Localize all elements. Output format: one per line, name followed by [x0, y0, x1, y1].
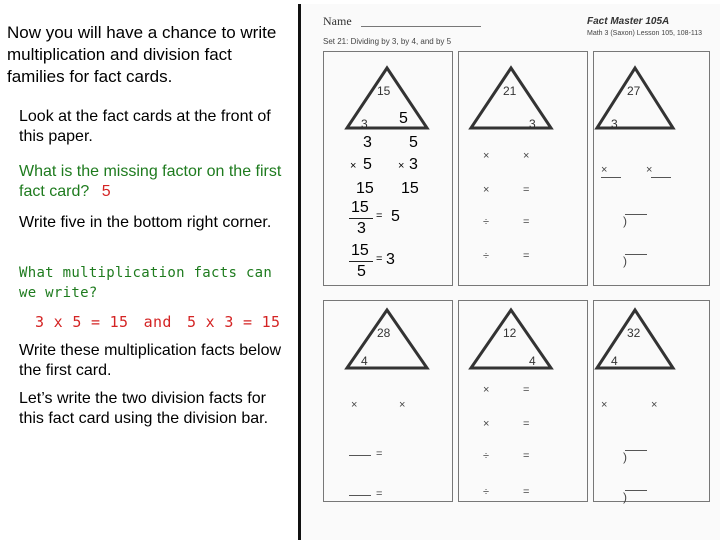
card4-times-2: ×: [399, 399, 406, 411]
mul1-bottom: 5: [363, 156, 372, 173]
card1-top: 15: [377, 84, 391, 98]
card2-divide-2: ÷: [483, 250, 490, 262]
question-missing-factor: [19, 162, 289, 202]
set-label: Set 21: Dividing by 3, by 4, and by 5: [323, 37, 452, 46]
div1-denominator: 3: [357, 220, 366, 237]
card4-equals-1: =: [376, 448, 383, 460]
card5-right: 4: [529, 354, 536, 368]
mul2-result: 15: [401, 180, 419, 197]
and-word: and: [143, 313, 172, 331]
question-multiplication-facts: What multiplication facts can we write?: [19, 265, 273, 301]
div1-answer: 5: [391, 208, 400, 225]
card6-bracket-1: ): [623, 450, 627, 464]
card4-left: 4: [361, 354, 368, 368]
mul2-top: 5: [409, 134, 418, 151]
card6-times-2: ×: [651, 399, 658, 411]
card5-times-2: ×: [483, 418, 490, 430]
card4-equals-2: =: [376, 488, 383, 500]
question-text: What is the missing factor on the first fact card?: [19, 163, 282, 200]
card3-times-1: ×: [601, 164, 608, 176]
card3-top: 27: [627, 84, 641, 98]
instruction-look: Look at the fact cards at the front of this paper.: [19, 108, 271, 145]
div1-bar: [349, 218, 373, 219]
name-label: Name: [323, 14, 352, 28]
card5-equals-4: =: [523, 486, 530, 498]
card6-top: 32: [627, 326, 641, 340]
div1-numerator: 15: [351, 199, 369, 216]
card2-times-1: ×: [483, 150, 490, 162]
card5-equals-1: =: [523, 384, 530, 396]
card2-times-3: ×: [483, 184, 490, 196]
instruction-panel: [0, 0, 298, 540]
card6-bar-2: [625, 490, 647, 491]
card4-top: 28: [377, 326, 391, 340]
card2-top: 21: [503, 84, 517, 98]
card6-times-1: ×: [601, 399, 608, 411]
instruction-write-facts: Write these multiplication facts below the first card.: [19, 342, 282, 379]
instruction-division-facts: Let’s write the two division facts for this fact card using the division bar.: [19, 390, 269, 427]
card3-line-2: [651, 177, 671, 178]
card4-bar-1: [349, 455, 371, 456]
card5-divide-1: ÷: [483, 450, 490, 462]
card3-times-2: ×: [646, 164, 653, 176]
card3-bracket-2: ): [623, 254, 627, 268]
card2-divide-1: ÷: [483, 216, 490, 228]
worksheet-scan: [298, 4, 720, 540]
card5-equals-2: =: [523, 418, 530, 430]
card2-equals-1: =: [523, 184, 530, 196]
card6-left: 4: [611, 354, 618, 368]
card1-right-handwritten: 5: [399, 110, 408, 127]
fact-one: 3 x 5 = 15: [35, 313, 129, 331]
mul1-top: 3: [363, 134, 372, 151]
multiplication-facts-answer: [35, 313, 280, 331]
card3-bar-2: [625, 254, 647, 255]
card2-equals-2: =: [523, 216, 530, 228]
mul2-bottom: 3: [409, 156, 418, 173]
div2-numerator: 15: [351, 242, 369, 259]
card5-top: 12: [503, 326, 517, 340]
fact-two: 5 x 3 = 15: [187, 313, 281, 331]
card6-bar-1: [625, 450, 647, 451]
card5-divide-2: ÷: [483, 486, 490, 498]
card3-bracket-1: ): [623, 214, 627, 228]
card2-equals-3: =: [523, 250, 530, 262]
mul1-times-sign: ×: [350, 160, 357, 172]
intro-heading: Now you will have a chance to write multiplication and division fact families for fact cards.: [7, 23, 277, 86]
card2-times-2: ×: [523, 150, 530, 162]
mul2-times-sign: ×: [398, 160, 405, 172]
triangle-card-1: [347, 68, 427, 128]
card3-bar-1: [625, 214, 647, 215]
triangle-card-3: [597, 68, 673, 128]
card4-bar-2: [349, 495, 371, 496]
mul1-result: 15: [356, 180, 374, 197]
answer-five: 5: [101, 183, 111, 200]
div2-bar: [349, 261, 373, 262]
card2-right: 3: [529, 117, 536, 131]
worksheet-title: Fact Master 105A: [587, 16, 670, 27]
instruction-write-five: Write five in the bottom right corner.: [19, 214, 272, 231]
card4-times-1: ×: [351, 399, 358, 411]
div2-equals: =: [376, 253, 383, 265]
card3-left: 3: [611, 117, 618, 131]
card3-line-1: [601, 177, 621, 178]
card1-left: 3: [361, 117, 368, 131]
div2-denominator: 5: [357, 263, 366, 280]
card5-times-1: ×: [483, 384, 490, 396]
card6-bracket-2: ): [623, 490, 627, 504]
card5-equals-3: =: [523, 450, 530, 462]
div1-equals: =: [376, 210, 383, 222]
triangle-card-2: [471, 68, 551, 128]
worksheet-subtitle: Math 3 (Saxon) Lesson 105, 108-113: [587, 30, 703, 37]
div2-answer: 3: [386, 251, 395, 268]
